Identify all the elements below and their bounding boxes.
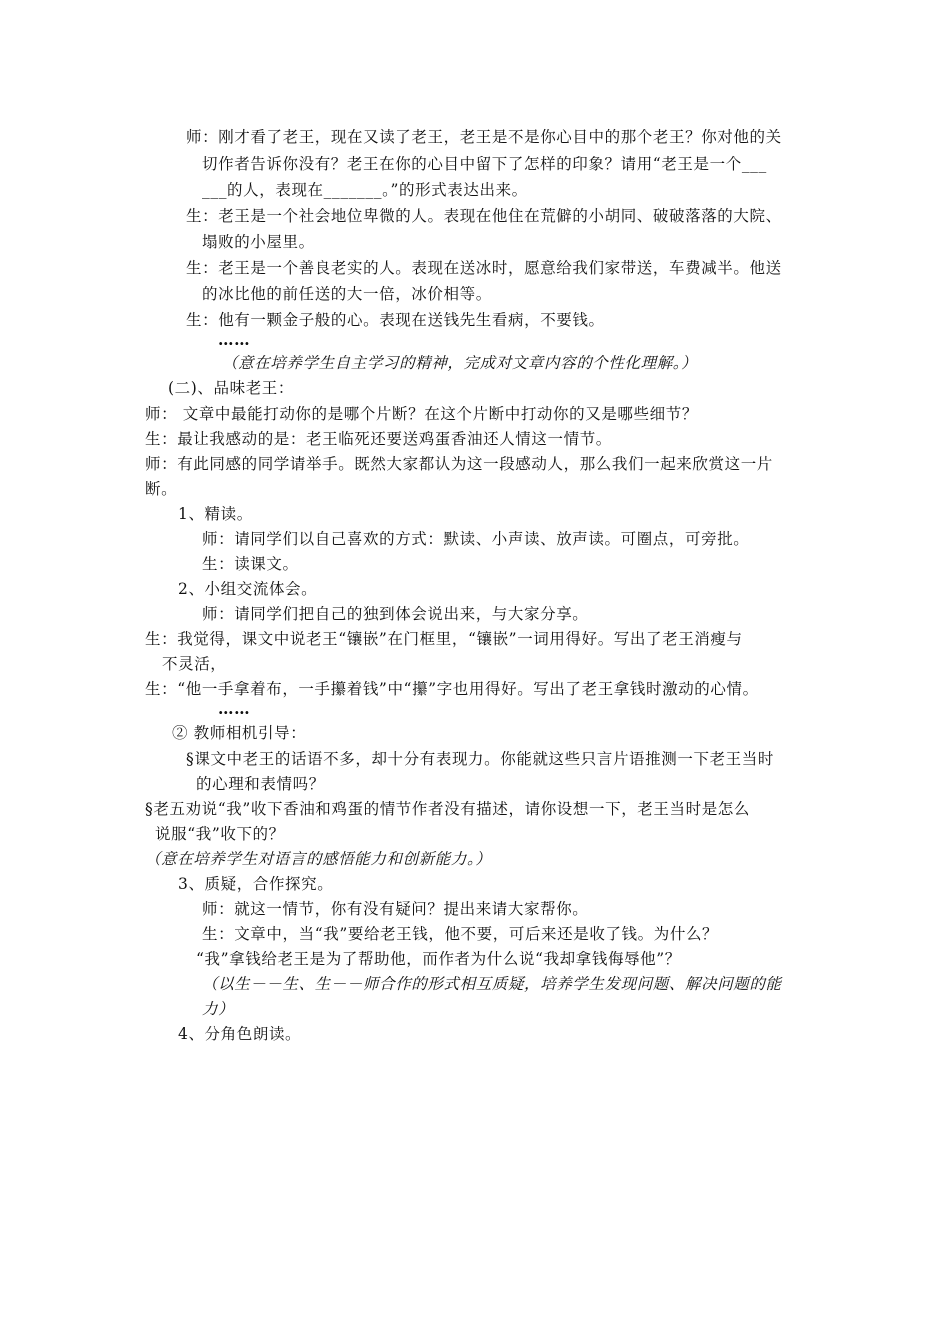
teacher-question-line-1: 师：刚才看了老王，现在又读了老王，老王是不是你心目中的那个老王？你对他的关 bbox=[186, 128, 782, 146]
step-3-heading: 3、质疑，合作探究。 bbox=[178, 875, 334, 893]
student-answer-3: 生：他有一颗金子般的心。表现在送钱先生看病，不要钱。 bbox=[186, 311, 605, 329]
step-1-student: 生：读课文。 bbox=[202, 555, 299, 573]
design-intent-note-3-line-2: 力） bbox=[202, 1000, 235, 1018]
step-2-student-1-line-2: 不灵活， bbox=[162, 655, 227, 673]
student-answer-1-line-1: 生：老王是一个社会地位卑微的人。表现在他住在荒僻的小胡同、破破落落的大院、 bbox=[186, 207, 782, 225]
guidance-item-2-line-1: §老五劝说“我”收下香油和鸡蛋的情节作者没有描述，请你设想一下，老王当时是怎么 bbox=[145, 800, 751, 818]
guidance-item-2-line-2: 说服“我”收下的？ bbox=[155, 825, 285, 843]
student-answer-1-line-2: 塌败的小屋里。 bbox=[202, 233, 315, 251]
design-intent-note-2: （意在培养学生对语言的感悟能力和创新能力。） bbox=[145, 850, 492, 868]
step-1-heading: 1、精读。 bbox=[178, 505, 253, 523]
design-intent-note-3-line-1: （以生－－生、生－－师合作的形式相互质疑，培养学生发现问题、解决问题的能 bbox=[202, 975, 782, 993]
step-2-student-1-line-1: 生：我觉得，课文中说老王“镶嵌”在门框里，“镶嵌”一词用得好。写出了老王消瘦与 bbox=[145, 630, 743, 648]
step-2-teacher: 师：请同学们把自己的独到体会说出来，与大家分享。 bbox=[202, 605, 589, 623]
step-2-heading: 2、小组交流体会。 bbox=[178, 580, 318, 598]
step-3-student: 生：文章中，当“我”要给老王钱，他不要，可后来还是收了钱。为什么？ bbox=[202, 925, 719, 943]
step-4-heading: 4、分角色朗读。 bbox=[178, 1025, 302, 1043]
teacher-prompt-line-2: 断。 bbox=[145, 480, 178, 498]
teacher-prompt-line-1: 师：有此同感的同学请举手。既然大家都认为这一段感动人，那么我们一起来欣赏这一片 bbox=[145, 455, 773, 473]
section-heading-savor: (二)、品味老王： bbox=[168, 379, 294, 397]
student-answer-2-line-2: 的冰比他的前任送的大一倍，冰价相等。 bbox=[202, 285, 492, 303]
teacher-guidance-heading: ② 教师相机引导： bbox=[172, 724, 307, 742]
ellipsis-1: …… bbox=[218, 330, 251, 349]
step-2-student-2: 生：“他一手拿着布，一手攥着钱”中“攥”字也用得好。写出了老王拿钱时激动的心情。 bbox=[145, 680, 759, 698]
step-3-question: “我”拿钱给老王是为了帮助他，而作者为什么说“我却拿钱侮辱他”？ bbox=[196, 950, 681, 968]
student-answer-4: 生：最让我感动的是：老王临死还要送鸡蛋香油还人情这一情节。 bbox=[145, 430, 612, 448]
step-1-teacher: 师：请同学们以自己喜欢的方式：默读、小声读、放声读。可圈点，可旁批。 bbox=[202, 530, 750, 548]
ellipsis-2: …… bbox=[218, 699, 251, 718]
design-intent-note-1: （意在培养学生自主学习的精神，完成对文章内容的个性化理解。） bbox=[222, 354, 698, 372]
student-answer-2-line-1: 生：老王是一个善良老实的人。表现在送冰时，愿意给我们家带送，车费减半。他送 bbox=[186, 259, 782, 277]
step-3-teacher: 师：就这一情节，你有没有疑问？提出来请大家帮你。 bbox=[202, 900, 589, 918]
teacher-question-line-3: ___的人，表现在_______。”的形式表达出来。 bbox=[202, 181, 528, 199]
teacher-question-line-2: 切作者告诉你没有？老王在你的心目中留下了怎样的印象？请用“老王是一个___ bbox=[202, 155, 767, 173]
guidance-item-1-line-1: §课文中老王的话语不多，却十分有表现力。你能就这些只言片语推测一下老王当时 bbox=[186, 750, 774, 768]
teacher-question-2: 师： 文章中最能打动你的是哪个片断？在这个片断中打动你的又是哪些细节？ bbox=[145, 405, 698, 423]
guidance-item-1-line-2: 的心理和表情吗？ bbox=[196, 775, 325, 793]
